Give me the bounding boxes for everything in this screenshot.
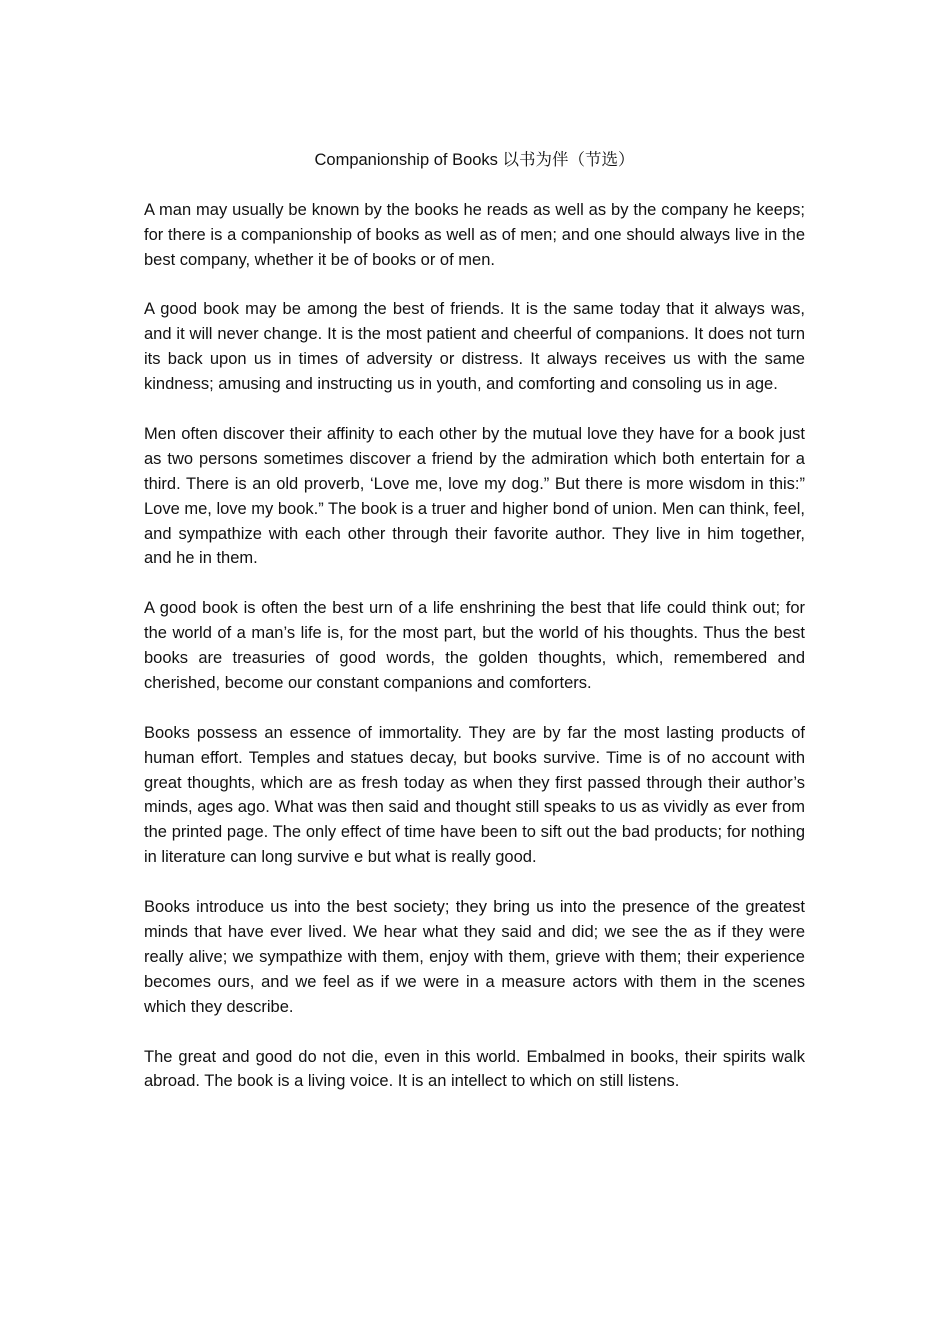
- paragraph: Books possess an essence of immortality. They are by far the most lasting products of human effort. Temples and statues decay, but books survive. Time is of no account with great thoughts, which are as fresh today as when they first passed through their author’s minds, ages ago. What was then said and thought still speaks to us as vividly as ever from the printed page. The only effect of time have been to sift out the bad products; for nothing in literature can long survive e but what is really good.: [144, 723, 805, 867]
- paragraph: A man may usually be known by the books he reads as well as by the company he keeps; for there is a companionship of books as well as of men; and one should always live in the best company, whether it be of books or of men.: [144, 200, 805, 269]
- document-title: Companionship of Books 以书为伴（节选）: [314, 151, 635, 169]
- paragraph: Books introduce us into the best society; they bring us into the presence of the greatest minds that have ever lived. We hear what they said and did; we see the as if they were really alive; we sympathize with them, enjoy with them, grieve with them; their experience becomes ours, and we feel as if we were in a measure actors with them in the scenes which they describe.: [144, 898, 805, 1016]
- paragraph: The great and good do not die, even in this world. Embalmed in books, their spirits walk abroad. The book is a living voice. It is an intellect to which on still listens.: [144, 1047, 805, 1091]
- document-page: [144, 148, 805, 1119]
- paragraph: A good book may be among the best of friends. It is the same today that it always was, and it will never change. It is the most patient and cheerful of companions. It does not turn its back upon us in times of adversity or distress. It always receives us with the same kindness; amusing and instructing us in youth, and comforting and consoling us in age.: [144, 300, 805, 394]
- paragraph: Men often discover their affinity to each other by the mutual love they have for a book just as two persons sometimes discover a friend by the admiration which both entertain for a third. There is an old proverb, ‘Love me, love my dog.” But there is more wisdom in this:” Love me, love my book.” The book is a truer and higher bond of union. Men can think, feel, and sympathize with each other through their favorite author. They live in him together, and he in them.: [144, 424, 805, 568]
- paragraph: A good book is often the best urn of a life enshrining the best that life could think out; for the world of a man’s life is, for the most part, but the world of his thoughts. Thus the best books are treasuries of good words, the golden thoughts, which, remembered and cherished, become our constant companions and comforters.: [144, 599, 805, 692]
